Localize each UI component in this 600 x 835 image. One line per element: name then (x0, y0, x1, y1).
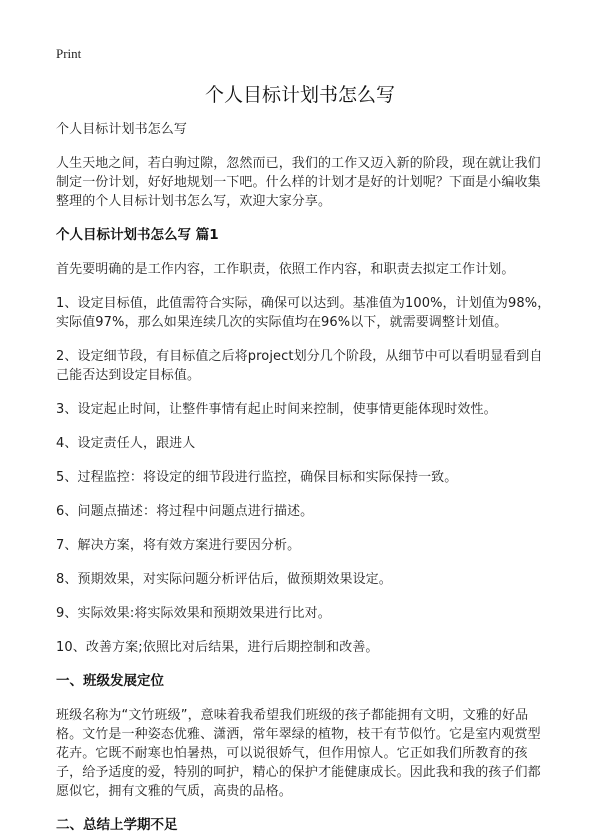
section1-heading: 个人目标计划书怎么写 篇1 (56, 227, 219, 243)
section3-heading: 二、总结上学期不足 (56, 817, 178, 833)
article-subtitle: 个人目标计划书怎么写 (56, 122, 188, 137)
list-item: 4、设定责任人，跟进人 (56, 436, 196, 451)
article-body (56, 120, 552, 835)
list-item: 5、过程监控：将设定的细节段进行监控，确保目标和实际保持一致。 (56, 470, 458, 485)
list-item: 9、实际效果:将实际效果和预期效果进行比对。 (56, 606, 331, 621)
list-item: 2、设定细节段，有目标值之后将project划分几个阶段，从细节中可以看明显看到自己能否达到设定目标值。 (56, 349, 543, 383)
list-item: 10、改善方案;依照比对后结果，进行后期控制和改善。 (56, 640, 379, 655)
section2-heading: 一、班级发展定位 (56, 673, 164, 689)
print-link[interactable]: Print (56, 46, 82, 61)
list-item: 7、解决方案，将有效方案进行要因分析。 (56, 538, 301, 553)
list-item: 3、设定起止时间，让整件事情有起止时间来控制，使事情更能体现时效性。 (56, 402, 497, 417)
list-item: 6、问题点描述：将过程中问题点进行描述。 (56, 504, 314, 519)
list-item: 1、设定目标值，此值需符合实际，确保可以达到。基准值为100%，计划值为98%，实际值97%，那么如果连续几次的实际值均在96%以下，就需要调整计划值。 (56, 296, 551, 330)
section2-paragraph: 班级名称为“文竹班级”，意味着我希望我们班级的孩子都能拥有文明，文雅的好品格。文竹是一种姿态优雅、潇洒，常年翠绿的植物，枝干有节似竹。它是室内观赏型花卉。它既不耐寒也怕暑热，可以说很娇气，但作用惊人。它正如我们所教育的孩子，给予适度的爱，特别的呵护，精心的保护才能健康成长。因此我和我的孩子们都愿似它，拥有文雅的气质，高贵的品格。 (56, 708, 541, 799)
intro-paragraph: 人生天地之间，若白驹过隙，忽然而已，我们的工作又迈入新的阶段，现在就让我们制定一份计划，好好地规划一下吧。什么样的计划才是好的计划呢？下面是小编收集整理的个人目标计划书怎么写，欢迎大家分享。 (56, 156, 541, 209)
page-title: 个人目标计划书怎么写 (204, 84, 395, 106)
section1-lead: 首先要明确的是工作内容，工作职责，依照工作内容，和职责去拟定工作计划。 (56, 262, 515, 277)
list-item: 8、预期效果，对实际问题分析评估后，做预期效果设定。 (56, 572, 392, 587)
